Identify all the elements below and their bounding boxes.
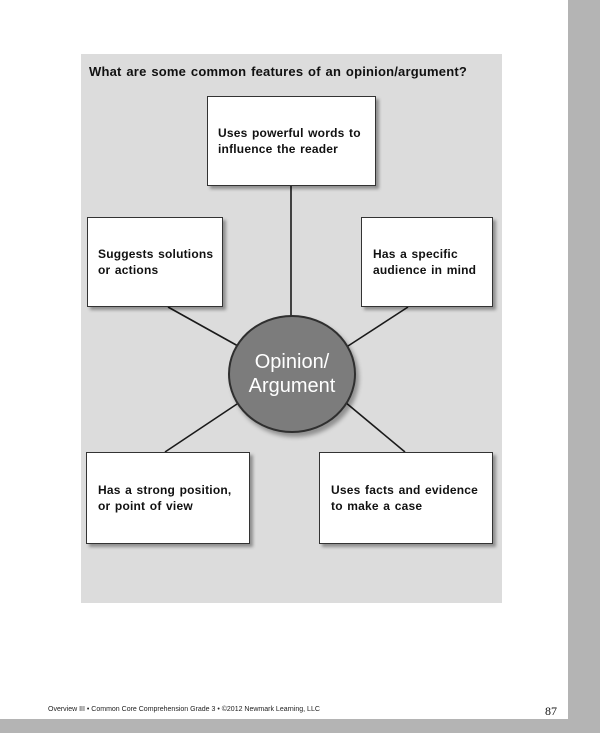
feature-text-lower-right: Uses facts and evidence to make a case <box>331 483 479 513</box>
footer-credit: Overview III • Common Core Comprehension Grade 3 • ©2012 Newmark Learning, LLC <box>48 706 320 713</box>
feature-box-upper-left <box>87 217 223 307</box>
connector-lower-right <box>345 402 405 452</box>
feature-box-lower-left <box>86 452 250 544</box>
feature-box-upper-right <box>361 217 493 307</box>
feature-box-top <box>207 96 376 186</box>
connector-upper-right <box>348 307 408 346</box>
page-number: 87 <box>545 704 557 718</box>
connector-upper-left <box>168 307 238 346</box>
center-label: Opinion/ Argument <box>248 351 336 397</box>
feature-text-upper-left: Suggests solutions or actions <box>98 247 214 277</box>
center-oval <box>228 315 356 433</box>
feature-text-lower-left: Has a strong position, or point of view <box>98 483 232 513</box>
diagram-question: What are some common features of an opinion/argument? <box>89 64 468 79</box>
feature-text-upper-right: Has a specific audience in mind <box>373 247 477 277</box>
feature-text-top: Uses powerful words to influence the reader <box>218 126 361 156</box>
feature-box-lower-right <box>319 452 493 544</box>
connector-lower-left <box>165 402 240 452</box>
